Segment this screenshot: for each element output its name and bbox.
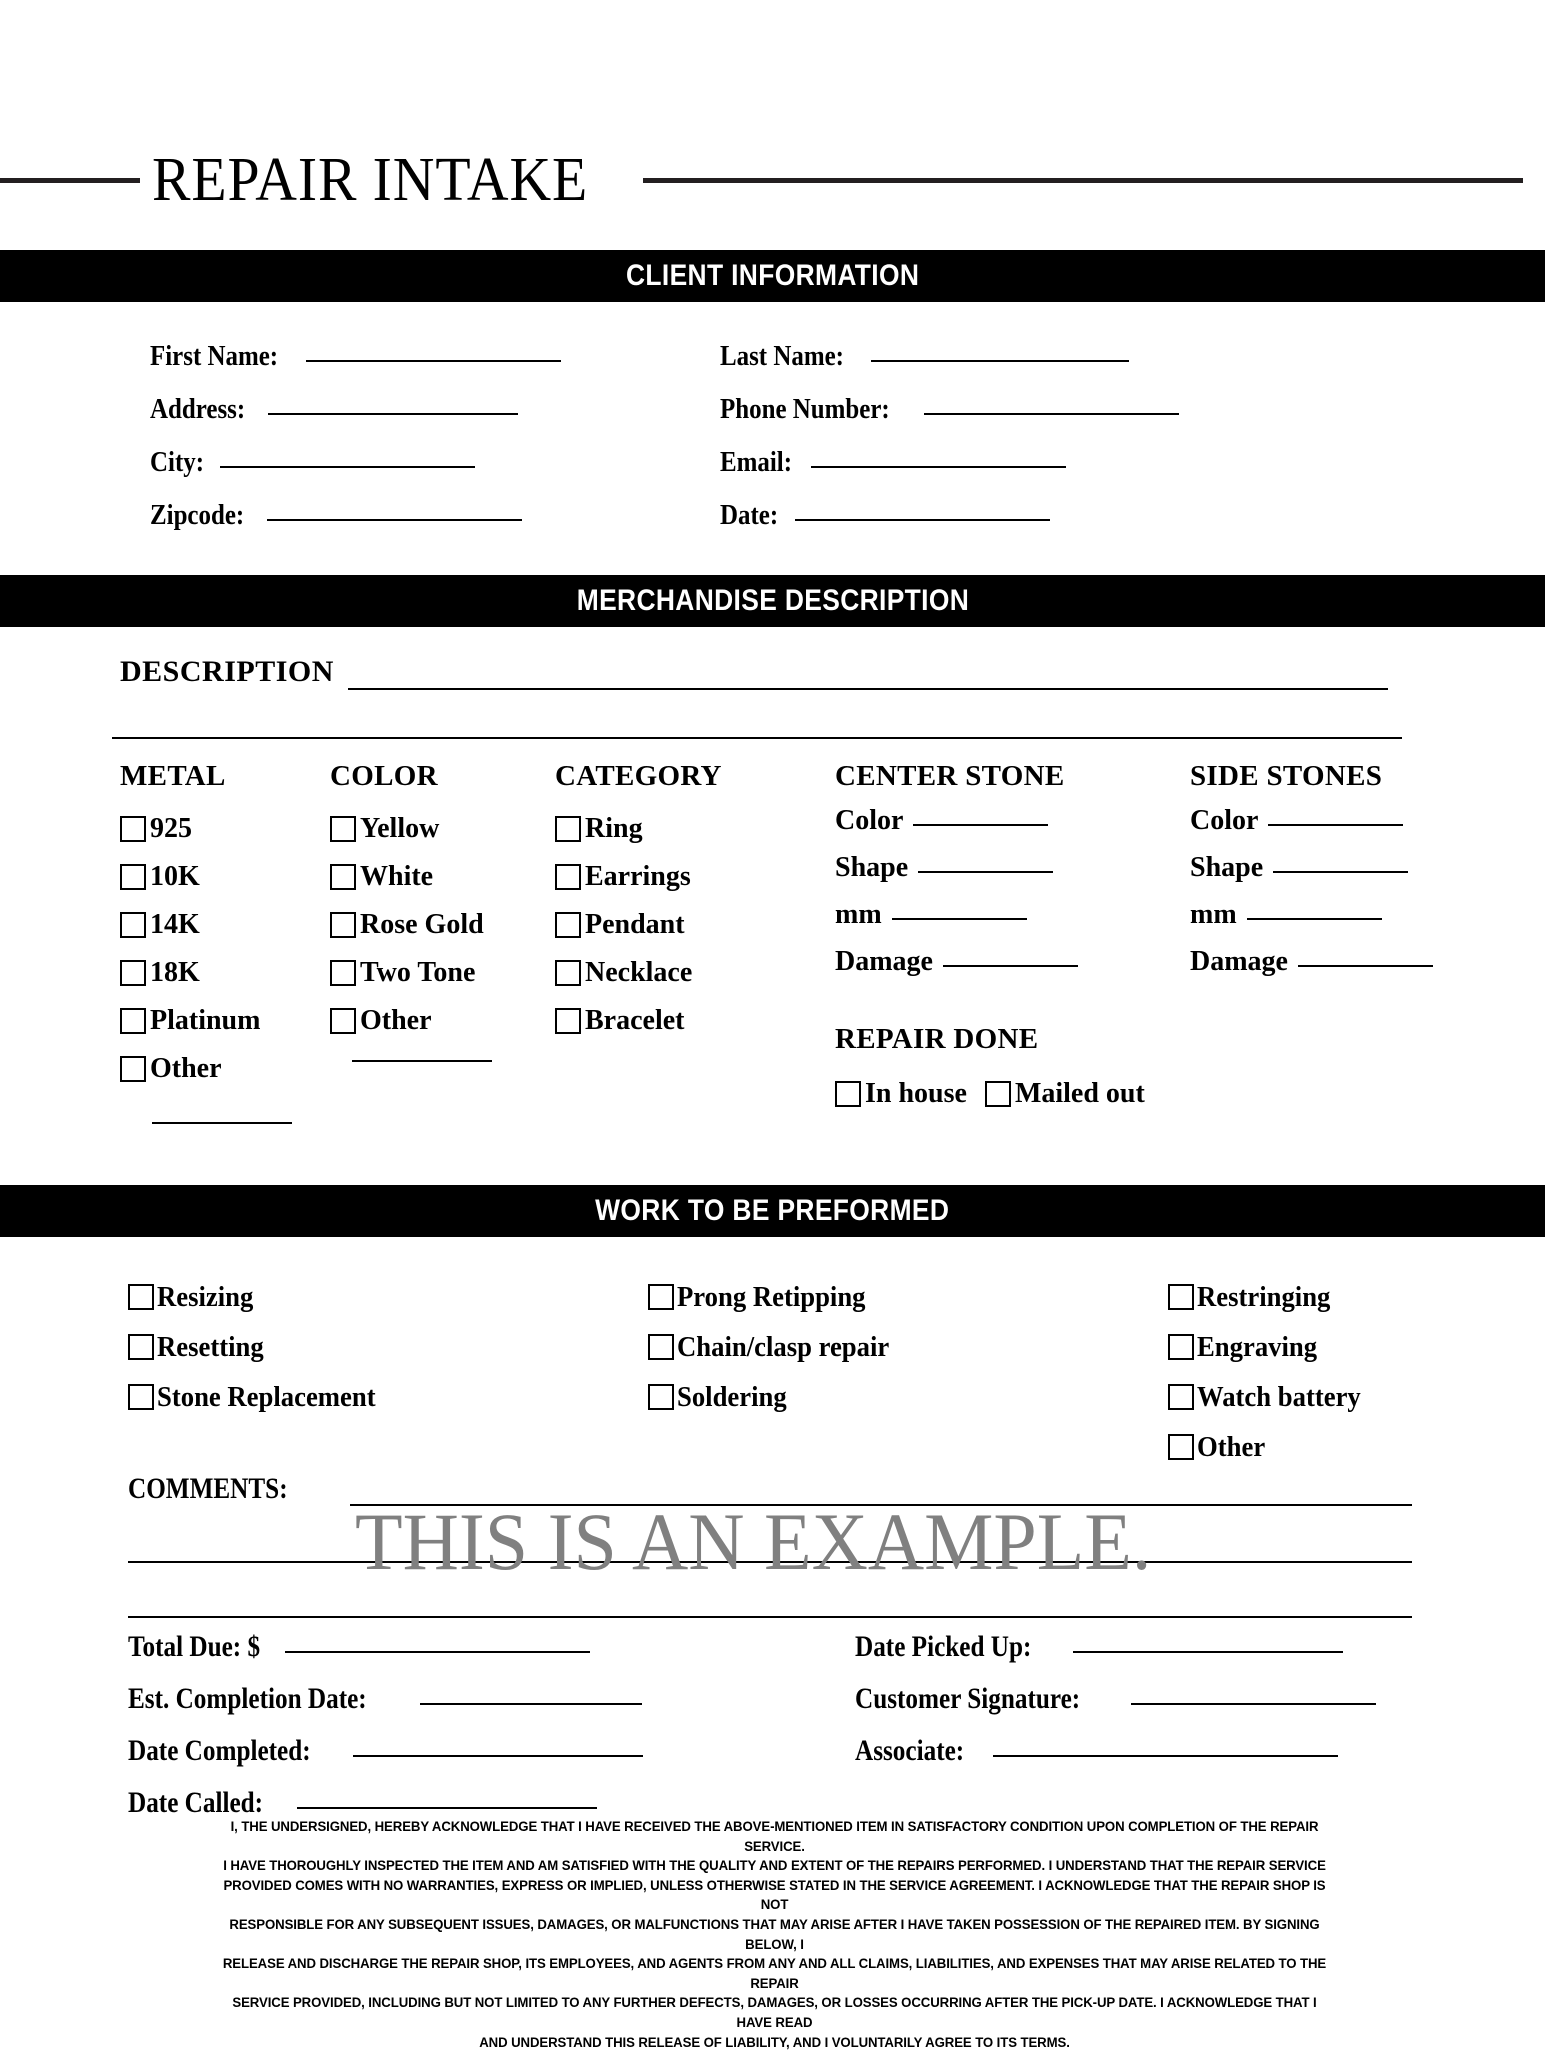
title-rule-right <box>643 178 1523 183</box>
liability-disclaimer <box>172 1818 1377 2053</box>
checkbox-label: Mailed out <box>1014 1078 1145 1109</box>
checkbox-work-stone-replacement[interactable] <box>128 1372 395 1422</box>
checkbox-label: Ring <box>585 813 643 844</box>
est-completion-date-input-line[interactable] <box>420 1702 642 1705</box>
checkbox-icon[interactable] <box>835 1081 861 1107</box>
checkbox-label: Platinum <box>150 1005 261 1036</box>
city-field[interactable] <box>150 446 720 479</box>
associate-field[interactable] <box>855 1734 1376 1786</box>
address-label: Address: <box>150 393 246 425</box>
checkbox-metal-other[interactable] <box>120 1045 300 1093</box>
description-input-line-2[interactable] <box>112 737 1402 739</box>
side-stones-heading: SIDE STONES <box>1190 760 1383 792</box>
center-stone-color-input-line[interactable] <box>913 823 1048 826</box>
email-field[interactable] <box>720 446 1066 479</box>
side-stones-shape-input-line[interactable] <box>1273 870 1408 873</box>
side-stones-column <box>1190 760 1480 993</box>
disclaimer-line: I, THE UNDERSIGNED, HEREBY ACKNOWLEDGE THAT I HAVE RECEIVED THE ABOVE-MENTIONED ITEM IN SATISFACTORY CONDITION UPON COMPLETION OF THE REPAIR SERVICE. <box>230 1819 1319 1855</box>
checkbox-label: Other <box>360 1005 432 1036</box>
section-banner-client <box>0 250 1545 302</box>
date-picked-up-field[interactable] <box>855 1630 1376 1682</box>
date-completed-field[interactable] <box>128 1734 643 1786</box>
checkbox-icon[interactable] <box>555 1008 581 1034</box>
checkbox-label: Chain/clasp repair <box>677 1330 890 1363</box>
checkbox-icon[interactable] <box>330 1008 356 1034</box>
repair-done-options <box>835 1070 1145 1118</box>
checkbox-metal-platinum[interactable] <box>120 997 300 1045</box>
checkbox-icon[interactable] <box>555 912 581 938</box>
side-stones-damage-field[interactable] <box>1190 946 1480 993</box>
checkbox-icon[interactable] <box>120 912 146 938</box>
checkbox-metal-925[interactable] <box>120 805 300 853</box>
side-stones-mm-field[interactable] <box>1190 899 1480 946</box>
phone-number-label: Phone Number: <box>720 393 890 425</box>
checkbox-label: Yellow <box>360 813 440 844</box>
center-stone-damage-input-line[interactable] <box>943 964 1078 967</box>
date-called-label: Date Called: <box>128 1786 264 1819</box>
address-input-line[interactable] <box>268 412 518 415</box>
checkbox-color-rose-gold[interactable] <box>330 901 530 949</box>
total-due-label: Total Due: $ <box>128 1630 261 1663</box>
checkbox-label: Two Tone <box>360 957 476 988</box>
disclaimer-line: SERVICE PROVIDED, INCLUDING BUT NOT LIMITED TO ANY FURTHER DEFECTS, DAMAGES, OR LOSSES OCCURRING AFTER THE PICK-UP DATE. I ACKNOWLEDGE THAT I HAVE READ <box>232 1995 1317 2031</box>
client-field-row <box>150 499 1410 552</box>
checkbox-icon[interactable] <box>128 1334 154 1360</box>
side-stones-mm-label: mm <box>1190 899 1237 930</box>
checkbox-repair-mailed-out[interactable] <box>985 1070 1145 1118</box>
center-stone-shape-label: Shape <box>835 852 909 883</box>
metal-column <box>120 760 300 1124</box>
checkbox-label: Earrings <box>585 861 691 892</box>
date-completed-input-line[interactable] <box>353 1754 643 1757</box>
center-stone-mm-input-line[interactable] <box>892 917 1027 920</box>
checkbox-icon[interactable] <box>1168 1334 1194 1360</box>
section-banner-merchandise-label: MERCHANDISE DESCRIPTION <box>576 584 969 617</box>
center-stone-shape-field[interactable] <box>835 852 1125 899</box>
date-input-line[interactable] <box>795 518 1050 521</box>
date-field[interactable] <box>720 499 1050 532</box>
phone-number-input-line[interactable] <box>924 412 1179 415</box>
checkbox-category-necklace[interactable] <box>555 949 785 997</box>
checkbox-label: Necklace <box>585 957 693 988</box>
checkbox-work-resetting[interactable] <box>128 1322 395 1372</box>
description-label: DESCRIPTION <box>120 655 334 688</box>
comments-input-line-3[interactable] <box>128 1615 1412 1618</box>
side-stones-color-field[interactable] <box>1190 805 1480 852</box>
side-stones-shape-label: Shape <box>1190 852 1264 883</box>
est-completion-date-field[interactable] <box>128 1682 643 1734</box>
side-stones-mm-input-line[interactable] <box>1247 917 1382 920</box>
date-completed-label: Date Completed: <box>128 1734 311 1767</box>
disclaimer-line: PROVIDED COMES WITH NO WARRANTIES, EXPRESS OR IMPLIED, UNLESS OTHERWISE STATED IN THE SERVICE AGREEMENT. I ACKNOWLEDGE THAT THE REPAIR SHOP IS NOT <box>223 1877 1326 1914</box>
client-information-fields <box>150 340 1410 552</box>
checkbox-color-yellow[interactable] <box>330 805 530 853</box>
checkbox-label: Other <box>150 1053 222 1084</box>
checkbox-category-pendant[interactable] <box>555 901 785 949</box>
checkbox-label: White <box>360 861 434 892</box>
date-label: Date: <box>720 499 779 531</box>
page-title: REPAIR INTAKE <box>152 146 589 214</box>
address-field[interactable] <box>150 393 720 426</box>
color-column <box>330 760 530 1062</box>
total-due-input-line[interactable] <box>285 1650 590 1653</box>
section-banner-work-label: WORK TO BE PREFORMED <box>595 1194 950 1227</box>
checkbox-category-earrings[interactable] <box>555 853 785 901</box>
center-stone-damage-field[interactable] <box>835 946 1125 993</box>
checkbox-label: Stone Replacement <box>157 1380 376 1413</box>
checkbox-metal-18k[interactable] <box>120 949 300 997</box>
description-input-line-1[interactable] <box>348 688 1388 690</box>
checkbox-color-other[interactable] <box>330 997 530 1045</box>
checkbox-label: Resetting <box>157 1330 264 1363</box>
work-column-2 <box>648 1272 908 1422</box>
checkbox-icon[interactable] <box>555 864 581 890</box>
checkbox-icon[interactable] <box>648 1334 674 1360</box>
checkbox-metal-10k[interactable] <box>120 853 300 901</box>
first-name-label: First Name: <box>150 340 279 372</box>
customer-signature-field[interactable] <box>855 1682 1376 1734</box>
checkbox-label: In house <box>865 1078 967 1109</box>
checkbox-icon[interactable] <box>648 1284 674 1310</box>
date-picked-up-label: Date Picked Up: <box>855 1630 1032 1663</box>
checkbox-label: Rose Gold <box>360 909 484 940</box>
checkbox-work-restringing[interactable] <box>1168 1272 1375 1322</box>
color-other-input-line[interactable] <box>352 1059 492 1062</box>
checkbox-repair-in-house[interactable] <box>835 1070 967 1118</box>
est-completion-date-label: Est. Completion Date: <box>128 1682 367 1715</box>
checkbox-label: Engraving <box>1197 1330 1318 1363</box>
client-field-row <box>150 393 1410 446</box>
checkbox-icon[interactable] <box>1168 1434 1194 1460</box>
checkbox-icon[interactable] <box>648 1384 674 1410</box>
checkbox-label: Restringing <box>1197 1280 1331 1313</box>
repair-done-heading: REPAIR DONE <box>835 1023 1039 1055</box>
associate-label: Associate: <box>855 1734 965 1767</box>
disclaimer-line: RELEASE AND DISCHARGE THE REPAIR SHOP, ITS EMPLOYEES, AND AGENTS FROM ANY AND ALL CLAIMS, LIABILITIES, AND EXPENSES THAT MAY ARISE RELATED TO THE REPAIR <box>222 1956 1327 1992</box>
center-stone-column <box>835 760 1145 1118</box>
metal-heading: METAL <box>120 760 226 792</box>
checkbox-work-engraving[interactable] <box>1168 1322 1375 1372</box>
checkbox-work-chain-clasp-repair[interactable] <box>648 1322 908 1372</box>
center-stone-shape-input-line[interactable] <box>918 870 1053 873</box>
checkbox-icon[interactable] <box>120 816 146 842</box>
checkbox-icon[interactable] <box>1168 1384 1194 1410</box>
work-column-1 <box>128 1272 395 1422</box>
checkbox-icon[interactable] <box>120 864 146 890</box>
checkbox-icon[interactable] <box>120 960 146 986</box>
checkbox-icon[interactable] <box>330 960 356 986</box>
section-banner-merchandise <box>0 575 1545 627</box>
customer-signature-label: Customer Signature: <box>855 1682 1081 1715</box>
client-field-row <box>150 446 1410 499</box>
side-stones-shape-field[interactable] <box>1190 852 1480 899</box>
checkbox-label: 14K <box>150 909 200 940</box>
first-name-field[interactable] <box>150 340 720 373</box>
comments-input-line-2[interactable] <box>128 1560 1412 1563</box>
comments-label: COMMENTS: <box>128 1472 288 1505</box>
side-stones-color-label: Color <box>1190 805 1259 836</box>
document-header <box>0 146 1545 214</box>
side-stones-color-input-line[interactable] <box>1268 823 1403 826</box>
checkbox-icon[interactable] <box>555 816 581 842</box>
checkbox-icon[interactable] <box>120 1008 146 1034</box>
checkbox-work-other[interactable] <box>1168 1422 1375 1472</box>
checkbox-label: Soldering <box>677 1380 787 1413</box>
checkbox-work-prong-retipping[interactable] <box>648 1272 908 1322</box>
title-rule-left <box>0 178 140 183</box>
center-stone-color-label: Color <box>835 805 904 836</box>
first-name-input-line[interactable] <box>306 359 561 362</box>
checkbox-icon[interactable] <box>555 960 581 986</box>
zipcode-field[interactable] <box>150 499 720 532</box>
disclaimer-line: I HAVE THOROUGHLY INSPECTED THE ITEM AND AM SATISFIED WITH THE QUALITY AND EXTENT OF THE REPAIRS PERFORMED. I UNDERSTAND THAT THE REPAIR SERVICE <box>223 1858 1326 1875</box>
city-input-line[interactable] <box>220 465 475 468</box>
disclaimer-line: RESPONSIBLE FOR ANY SUBSEQUENT ISSUES, DAMAGES, OR MALFUNCTIONS THAT MAY ARISE AFTER I HAVE TAKEN POSSESSION OF THE REPAIRED ITEM. BY SIGNING BELOW, I <box>229 1916 1320 1953</box>
date-picked-up-input-line[interactable] <box>1073 1650 1343 1653</box>
checkbox-label: 18K <box>150 957 200 988</box>
checkbox-color-two-tone[interactable] <box>330 949 530 997</box>
checkbox-label: Bracelet <box>585 1005 685 1036</box>
city-label: City: <box>150 446 205 478</box>
side-stones-damage-input-line[interactable] <box>1298 964 1433 967</box>
checkbox-work-resizing[interactable] <box>128 1272 395 1322</box>
checkbox-category-ring[interactable] <box>555 805 785 853</box>
side-stones-damage-label: Damage <box>1190 946 1288 977</box>
last-name-field[interactable] <box>720 340 1129 373</box>
center-stone-color-field[interactable] <box>835 805 1125 852</box>
totals-column-left <box>128 1630 643 1838</box>
last-name-label: Last Name: <box>720 340 844 372</box>
zipcode-input-line[interactable] <box>267 518 522 521</box>
checkbox-icon[interactable] <box>330 816 356 842</box>
customer-signature-input-line[interactable] <box>1131 1702 1376 1705</box>
totals-column-right <box>855 1630 1376 1786</box>
checkbox-color-white[interactable] <box>330 853 530 901</box>
email-input-line[interactable] <box>811 465 1066 468</box>
center-stone-mm-label: mm <box>835 899 882 930</box>
checkbox-label: Watch battery <box>1197 1380 1361 1413</box>
phone-number-field[interactable] <box>720 393 1179 426</box>
merchandise-columns <box>0 760 1545 1160</box>
section-banner-work <box>0 1185 1545 1237</box>
disclaimer-line: AND UNDERSTAND THIS RELEASE OF LIABILITY, AND I VOLUNTARILY AGREE TO ITS TERMS. <box>479 2034 1070 2051</box>
client-field-row <box>150 340 1410 393</box>
checkbox-work-watch-battery[interactable] <box>1168 1372 1375 1422</box>
checkbox-label: Other <box>1197 1430 1266 1463</box>
checkbox-icon[interactable] <box>120 1056 146 1082</box>
metal-other-input-line[interactable] <box>152 1121 292 1124</box>
checkbox-icon[interactable] <box>985 1081 1011 1107</box>
checkbox-icon[interactable] <box>128 1284 154 1310</box>
checkbox-icon[interactable] <box>330 912 356 938</box>
checkbox-category-bracelet[interactable] <box>555 997 785 1045</box>
example-watermark: THIS IS AN EXAMPLE. <box>355 1496 1152 1587</box>
work-column-3 <box>1168 1272 1375 1472</box>
checkbox-icon[interactable] <box>330 864 356 890</box>
checkbox-icon[interactable] <box>1168 1284 1194 1310</box>
color-heading: COLOR <box>330 760 438 792</box>
category-heading: CATEGORY <box>555 760 722 792</box>
total-due-field[interactable] <box>128 1630 643 1682</box>
checkbox-icon[interactable] <box>128 1384 154 1410</box>
associate-input-line[interactable] <box>993 1754 1338 1757</box>
email-label: Email: <box>720 446 793 478</box>
date-called-input-line[interactable] <box>297 1806 597 1809</box>
zipcode-label: Zipcode: <box>150 499 245 531</box>
checkbox-label: Resizing <box>157 1280 254 1313</box>
center-stone-heading: CENTER STONE <box>835 760 1065 792</box>
section-banner-client-label: CLIENT INFORMATION <box>625 259 920 292</box>
last-name-input-line[interactable] <box>871 359 1129 362</box>
center-stone-mm-field[interactable] <box>835 899 1125 946</box>
checkbox-work-soldering[interactable] <box>648 1372 908 1422</box>
checkbox-metal-14k[interactable] <box>120 901 300 949</box>
checkbox-label: 10K <box>150 861 200 892</box>
checkbox-label: Pendant <box>585 909 685 940</box>
checkbox-label: Prong Retipping <box>677 1280 866 1313</box>
center-stone-damage-label: Damage <box>835 946 933 977</box>
category-column <box>555 760 785 1045</box>
checkbox-label: 925 <box>150 813 192 844</box>
comments-input-line-1[interactable] <box>350 1503 1412 1506</box>
